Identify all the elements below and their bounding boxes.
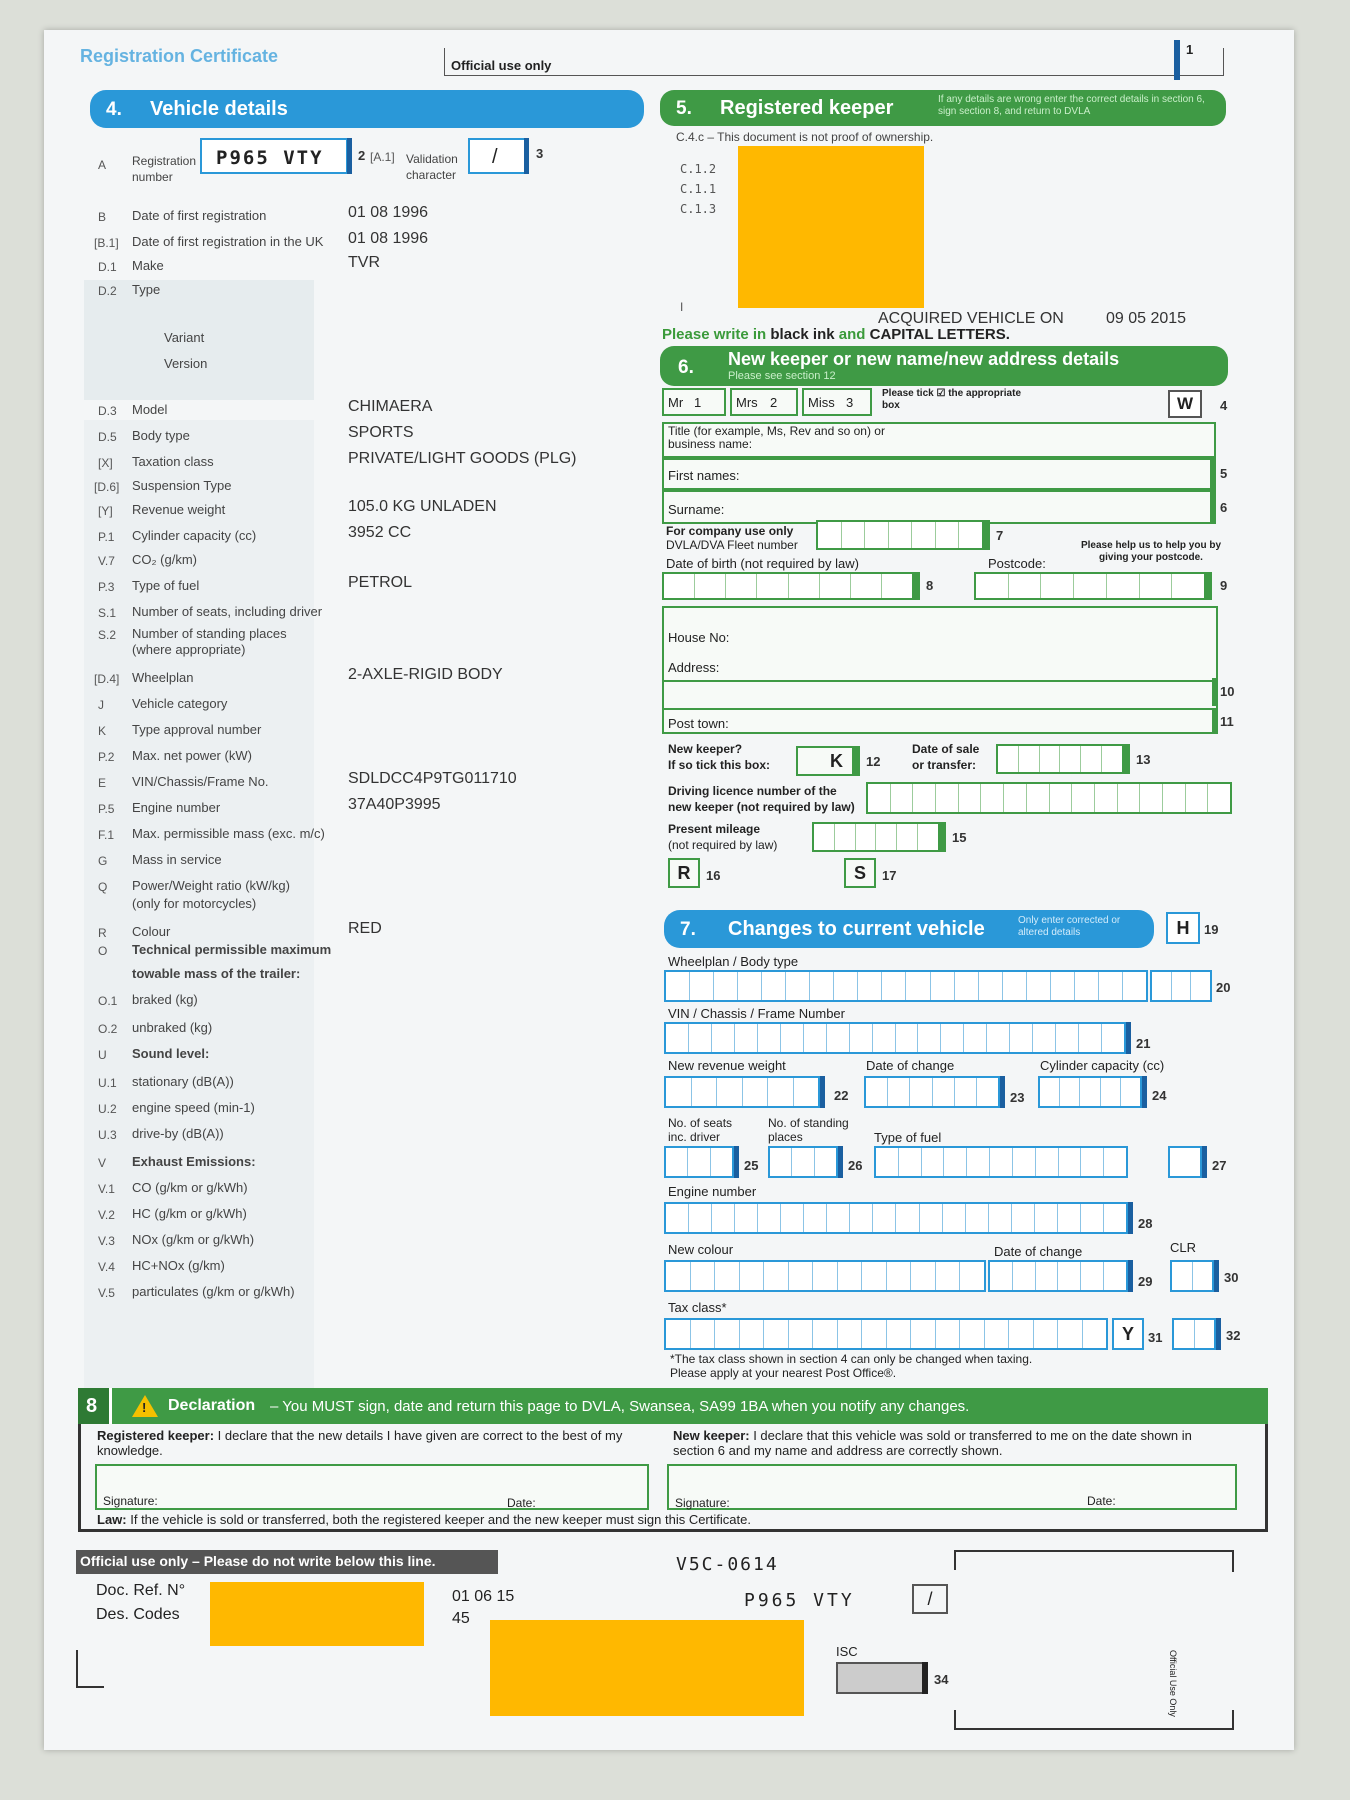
vehicle-detail-label: VIN/Chassis/Frame No. (132, 774, 269, 789)
vehicle-detail-label: Colour (132, 924, 171, 939)
des-codes-label: Des. Codes (96, 1606, 180, 1623)
sale-label-1: Date of sale (912, 742, 980, 756)
new-keeper-checkbox[interactable]: K (796, 746, 854, 776)
section-5-number: 5. (676, 98, 692, 119)
mileage-label-1: Present mileage (668, 822, 761, 836)
first-names-label: First names: (668, 468, 740, 483)
vehicle-detail-code: P.5 (98, 802, 115, 816)
vehicle-detail-value: 105.0 KG UNLADEN (348, 498, 497, 515)
section-6-number: 6. (678, 357, 694, 378)
redacted-barcode (490, 1620, 804, 1716)
vehicle-detail-label: unbraked (kg) (132, 1020, 213, 1035)
new-keeper-label-2: If so tick this box: (668, 758, 771, 772)
rk-signature-label: Signature: (103, 1494, 158, 1508)
stub-24 (1142, 1076, 1147, 1108)
field-9: 9 (1220, 578, 1228, 593)
vehicle-detail-label: towable mass of the trailer: (132, 966, 301, 981)
vehicle-detail-code: S.2 (98, 628, 117, 642)
redacted-doc-ref (210, 1582, 424, 1646)
standing-label-1: No. of standing (768, 1116, 849, 1130)
doc-ref-label: Doc. Ref. N° (96, 1582, 186, 1599)
field-30: 30 (1224, 1270, 1239, 1285)
declaration-title: Declaration (168, 1397, 256, 1414)
stub-27 (1202, 1146, 1207, 1178)
vehicle-detail-value: 3952 CC (348, 524, 412, 541)
cyl-label: Cylinder capacity (cc) (1040, 1058, 1165, 1073)
vehicle-detail-label: CO (g/km or g/kWh) (132, 1180, 248, 1195)
address-block[interactable] (662, 606, 1218, 734)
tax-class-field[interactable] (664, 1318, 1108, 1350)
vehicle-detail-label: Engine number (132, 800, 221, 815)
section-4-number: 4. (106, 99, 122, 120)
vehicle-detail-label: Number of standing places (132, 626, 287, 641)
a1-code: [A.1] (370, 150, 395, 164)
postcode-help: Please help us to help you by giving your postcode. (1080, 540, 1222, 563)
vehicle-detail-code: V.2 (98, 1208, 115, 1222)
certificate-title: Registration Certificate (80, 46, 279, 66)
date-change-label: Date of change (866, 1058, 955, 1073)
law-note: Law: If the vehicle is sold or transferred, both the registered keeper and the new keeper must sign this Certificate. (97, 1512, 751, 1527)
vehicle-detail-code: K (98, 724, 107, 738)
field-7: 7 (996, 528, 1004, 543)
standing-field[interactable] (768, 1146, 838, 1178)
field-16: 16 (706, 868, 721, 883)
date-change-field[interactable] (864, 1076, 1000, 1108)
vehicle-detail-code: V (98, 1156, 107, 1170)
vehicle-detail-value: 37A40P3995 (348, 796, 441, 813)
mileage-field[interactable] (812, 822, 940, 852)
stub-23 (1000, 1076, 1005, 1108)
vehicle-detail-label: (only for motorcycles) (132, 896, 257, 911)
field-17: 17 (882, 868, 897, 883)
vehicle-detail-label: HC+NOx (g/km) (132, 1258, 225, 1273)
field-12: 12 (866, 754, 881, 769)
field-13: 13 (1136, 752, 1151, 767)
field-4: 4 (1220, 398, 1228, 413)
official-corner-frame (954, 1550, 1234, 1730)
vehicle-detail-code: V.7 (98, 554, 115, 568)
vehicle-detail-value: TVR (348, 254, 380, 271)
nk-date-label: Date: (1087, 1494, 1116, 1508)
vehicle-detail-label: Exhaust Emissions: (132, 1154, 256, 1169)
section-7-header (664, 910, 1154, 948)
field-25: 25 (744, 1158, 759, 1173)
field-10: 10 (1220, 684, 1235, 699)
field-27: 27 (1212, 1158, 1227, 1173)
official-use-label: Official use only (451, 58, 552, 73)
vehicle-detail-label: drive-by (dB(A)) (132, 1126, 224, 1141)
vehicle-detail-code: D.2 (98, 284, 117, 298)
vin-field[interactable] (664, 1022, 1126, 1054)
stub-8 (914, 572, 920, 600)
vehicle-detail-label: engine speed (min-1) (132, 1100, 255, 1115)
new-keeper-signature-box[interactable] (667, 1464, 1237, 1510)
reg-label-1: Registration (132, 154, 197, 168)
vehicle-detail-code: O.2 (98, 1022, 118, 1036)
business-name-label: Title (for example, Ms, Rev and so on) or business name: (668, 424, 885, 451)
vehicle-detail-label: Make (132, 258, 164, 273)
title-mr-checkbox[interactable]: Mr 1 (662, 388, 726, 416)
vehicle-detail-value: SDLDCC4P9TG011710 (348, 770, 517, 787)
vehicle-detail-label: Vehicle category (132, 696, 228, 711)
corner-mark-br (1232, 1710, 1234, 1730)
licence-label-2: new keeper (not required by law) (668, 800, 855, 814)
field-19: 19 (1204, 922, 1219, 937)
vehicle-detail-label: Body type (132, 428, 190, 443)
section-4-title: Vehicle details (150, 98, 288, 120)
tax-code-field[interactable] (1172, 1318, 1216, 1350)
redacted-keeper-address (738, 146, 924, 308)
s-box: S (844, 858, 876, 888)
footer-validation-box: / (912, 1584, 948, 1614)
tax-label: Tax class* (668, 1300, 727, 1315)
vehicle-detail-label: Number of seats, including driver (132, 604, 323, 619)
field-23: 23 (1010, 1090, 1025, 1105)
section-7-title: Changes to current vehicle (728, 918, 985, 940)
vehicle-detail-label: Date of first registration in the UK (132, 234, 324, 249)
vehicle-detail-value: SPORTS (348, 424, 414, 441)
seats-label-2: inc. driver (668, 1130, 721, 1144)
postcode-label: Postcode: (988, 556, 1046, 571)
vehicle-detail-code: V.4 (98, 1260, 115, 1274)
form-code: V5C-0614 (676, 1554, 779, 1575)
vehicle-detail-code: O (98, 944, 108, 958)
vehicle-detail-code: J (98, 698, 104, 712)
stub-6 (1210, 490, 1216, 524)
vehicle-detail-label: particulates (g/km or g/kWh) (132, 1284, 295, 1299)
section-6-title: New keeper or new name/new address details (728, 349, 1120, 369)
registered-keeper-declaration: Registered keeper: I declare that the new details I have given are correct to the best of my knowledge. (97, 1428, 623, 1458)
field-29: 29 (1138, 1274, 1153, 1289)
vehicle-detail-label: Sound level: (132, 1046, 210, 1061)
field-20: 20 (1216, 980, 1231, 995)
section-8-number: 8 (86, 1395, 98, 1417)
vehicle-detail-label: Cylinder capacity (cc) (132, 528, 257, 543)
vehicle-detail-label: Type of fuel (132, 578, 200, 593)
vehicle-detail-label: Revenue weight (132, 502, 226, 517)
vehicle-detail-code: P.3 (98, 580, 115, 594)
vehicle-detail-label: Suspension Type (132, 478, 232, 493)
company-use-label: For company use only (666, 524, 794, 538)
vehicle-detail-label: NOx (g/km or g/kWh) (132, 1232, 255, 1247)
section-5-title: Registered keeper (720, 97, 894, 119)
validation-stub (524, 138, 529, 174)
corner-mark-tr (1232, 1550, 1234, 1572)
corner-mark-left (76, 1650, 78, 1688)
code-45: 45 (452, 1610, 470, 1627)
vehicle-detail-code: F.1 (98, 828, 115, 842)
vehicle-detail-label: Type approval number (132, 722, 262, 737)
registered-keeper-signature-box[interactable] (95, 1464, 649, 1510)
sale-label-2: or transfer: (912, 758, 977, 772)
section-7-note: Only enter corrected or altered details (1018, 915, 1121, 938)
validation-character: / (492, 146, 498, 168)
field-22: 22 (834, 1088, 849, 1103)
vehicle-detail-code: R (98, 926, 107, 940)
stub-5 (1210, 458, 1216, 490)
vehicle-detail-code: D.1 (98, 260, 117, 274)
official-use-top-box (444, 48, 1224, 76)
vehicle-detail-code: U.2 (98, 1102, 117, 1116)
isc-field[interactable] (836, 1662, 924, 1694)
declaration-panel (78, 1424, 1268, 1532)
vehicle-detail-code: U.1 (98, 1076, 117, 1090)
standing-label-2: places (768, 1130, 803, 1144)
vehicle-detail-code: P.2 (98, 750, 115, 764)
address-divider-2 (664, 708, 1216, 710)
vehicle-detail-label: Type (132, 282, 161, 297)
field-5: 5 (1220, 466, 1228, 481)
vehicle-detail-label: braked (kg) (132, 992, 198, 1007)
field-8: 8 (926, 578, 934, 593)
header-bar (1174, 40, 1180, 80)
vehicle-detail-code: V.1 (98, 1182, 115, 1196)
vehicle-detail-code: B (98, 210, 107, 224)
colour-date-field[interactable] (988, 1260, 1128, 1292)
seats-label-1: No. of seats (668, 1116, 733, 1130)
field-2: 2 (358, 148, 366, 163)
y-box: Y (1112, 1318, 1144, 1350)
declaration-instruction: – You MUST sign, date and return this page to DVLA, Swansea, SA99 1BA when you notify any changes. (270, 1398, 970, 1415)
revenue-label: New revenue weight (668, 1058, 786, 1073)
reg-stub (347, 138, 352, 174)
i-code: I (680, 300, 684, 314)
vehicle-detail-label: Max. net power (kW) (132, 748, 252, 763)
surname-field[interactable] (662, 490, 1216, 524)
field-3: 3 (536, 146, 544, 161)
clr-label: CLR (1170, 1240, 1197, 1255)
issue-date-code: 01 06 15 (452, 1588, 515, 1605)
vehicle-detail-code: D.5 (98, 430, 117, 444)
first-names-field[interactable] (662, 458, 1216, 490)
tick-note: Please tick ☑ the appropriate box (882, 388, 1022, 411)
vehicle-detail-label: Technical permissible maximum (132, 942, 332, 957)
field-28: 28 (1138, 1216, 1153, 1231)
vehicle-detail-code: S.1 (98, 606, 117, 620)
new-keeper-declaration: New keeper: I declare that this vehicle was sold or transferred to me on the date shown in section 6 and my name and address are correctly shown. (673, 1428, 1192, 1458)
field-32: 32 (1226, 1328, 1241, 1343)
mileage-label-2: (not required by law) (668, 838, 778, 852)
acquired-date: 09 05 2015 (1106, 310, 1187, 327)
body-type-field[interactable] (1150, 970, 1212, 1002)
page-number: 1 (1186, 42, 1194, 57)
vehicle-detail-code: V.3 (98, 1234, 115, 1248)
w-box: W (1168, 390, 1202, 418)
nk-signature-label: Signature: (675, 1496, 730, 1510)
vehicle-detail-label: Model (132, 402, 168, 417)
official-use-side-text: Official Use Only (1168, 1650, 1178, 1717)
validation-label-1: Validation (406, 152, 458, 166)
section-6-header (660, 346, 1228, 386)
post-town-label: Post town: (668, 716, 729, 731)
vehicle-detail-code: [B.1] (94, 236, 119, 250)
stub-32 (1216, 1318, 1221, 1350)
stub-30 (1214, 1260, 1219, 1292)
vehicle-detail-label: Mass in service (132, 852, 222, 867)
rk-date-label: Date: (507, 1496, 536, 1510)
h-box: H (1166, 912, 1200, 944)
stub-15 (940, 822, 946, 852)
postcode-field[interactable] (974, 572, 1206, 600)
vehicle-detail-code: [D.4] (94, 672, 120, 686)
wheelplan-label: Wheelplan / Body type (668, 954, 799, 969)
c12-code: C.1.2 (680, 162, 717, 176)
section-7-number: 7. (680, 919, 696, 940)
fuel-label: Type of fuel (874, 1130, 942, 1145)
v5c-document-page (44, 30, 1294, 1750)
stub-22 (820, 1076, 825, 1108)
colour-label: New colour (668, 1242, 734, 1257)
field-34: 34 (934, 1672, 949, 1687)
section-4-header (90, 90, 644, 128)
vehicle-detail-value: RED (348, 920, 382, 937)
stub-26 (838, 1146, 843, 1178)
r-box: R (668, 858, 700, 888)
field-15: 15 (952, 830, 967, 845)
licence-label-1: Driving licence number of the (668, 784, 837, 798)
vehicle-detail-label: (where appropriate) (132, 642, 246, 657)
stub-29 (1128, 1260, 1133, 1292)
tax-note-1: *The tax class shown in section 4 can only be changed when taxing. (670, 1352, 1033, 1366)
field-6: 6 (1220, 500, 1228, 515)
driving-licence-field[interactable] (866, 782, 1232, 814)
clr-field[interactable] (1170, 1260, 1214, 1292)
section-8-number-cell (78, 1388, 112, 1424)
stub-25 (734, 1146, 739, 1178)
section-5-note: If any details are wrong enter the correct details in section 6, sign section 8, and return to DVLA (938, 94, 1205, 117)
vehicle-detail-value: PETROL (348, 574, 413, 591)
vehicle-detail-value: PRIVATE/LIGHT GOODS (PLG) (348, 450, 577, 467)
vehicle-detail-code: P.1 (98, 530, 115, 544)
validation-box (468, 138, 526, 174)
vehicle-detail-label: Max. permissible mass (exc. m/c) (132, 826, 325, 841)
footer-registration: P965 VTY (744, 1590, 855, 1611)
field-21: 21 (1136, 1036, 1151, 1051)
stub-9 (1206, 572, 1212, 600)
field-24: 24 (1152, 1088, 1167, 1103)
isc-label: ISC (836, 1644, 858, 1659)
title-mrs-checkbox[interactable]: Mrs 2 (730, 388, 798, 416)
section-6-subtitle: Please see section 12 (728, 370, 836, 382)
vehicle-detail-label: HC (g/km or g/kWh) (132, 1206, 247, 1221)
field-11: 11 (1220, 714, 1234, 729)
warning-icon-mark: ! (142, 1400, 147, 1415)
stub-7 (984, 520, 990, 550)
vehicle-detail-code: E (98, 776, 107, 790)
field-26: 26 (848, 1158, 863, 1173)
vehicle-detail-value: 01 08 1996 (348, 204, 429, 221)
fuel-code-field[interactable] (1168, 1146, 1202, 1178)
not-proof-of-ownership: C.4.c – This document is not proof of ownership. (676, 130, 934, 144)
date-of-sale-field[interactable] (996, 744, 1124, 774)
colour-field[interactable] (664, 1260, 986, 1292)
acquired-vehicle-label: ACQUIRED VEHICLE ON (878, 310, 1064, 327)
corner-mark-bl (954, 1710, 956, 1730)
vehicle-detail-code: G (98, 854, 108, 868)
fuel-field[interactable] (874, 1146, 1128, 1178)
cyl-field[interactable] (1038, 1076, 1142, 1108)
registration-number: P965 VTY (216, 147, 324, 169)
validation-label-2: character (406, 168, 457, 182)
vehicle-detail-label: Taxation class (132, 454, 214, 469)
official-use-banner: Official use only – Please do not write below this line. (76, 1550, 498, 1574)
title-miss-checkbox[interactable]: Miss 3 (802, 388, 872, 416)
wheelplan-field[interactable] (664, 970, 1148, 1002)
vin-label: VIN / Chassis / Frame Number (668, 1006, 845, 1021)
dob-label: Date of birth (not required by law) (666, 556, 859, 571)
write-note: Please write in black ink and CAPITAL LETTERS. (662, 326, 1010, 343)
dob-field[interactable] (662, 572, 914, 600)
vehicle-detail-code: Q (98, 880, 108, 894)
vehicle-detail-code: [D.6] (94, 480, 120, 494)
field-31: 31 (1148, 1330, 1163, 1345)
address-divider-1 (664, 680, 1216, 682)
stub-10 (1212, 678, 1218, 706)
seats-field[interactable] (664, 1146, 734, 1178)
vehicle-detail-code: V.5 (98, 1286, 115, 1300)
vehicle-detail-value: 2-AXLE-RIGID BODY (348, 666, 503, 683)
vehicle-detail-label: Date of first registration (132, 208, 267, 223)
vehicle-detail-value: CHIMAERA (348, 398, 433, 415)
engine-field[interactable] (664, 1202, 1128, 1234)
stub-21 (1126, 1022, 1131, 1054)
vehicle-detail-label: Version (164, 356, 208, 371)
stub-28 (1128, 1202, 1133, 1234)
isc-stub (922, 1662, 928, 1694)
vehicle-detail-code: D.3 (98, 404, 117, 418)
section-8-header (78, 1388, 1268, 1424)
vehicle-detail-value: 01 08 1996 (348, 230, 429, 247)
stub-12 (854, 746, 860, 776)
vehicle-detail-label: stationary (dB(A)) (132, 1074, 234, 1089)
c11-code: C.1.1 (680, 182, 717, 196)
stub-11 (1212, 708, 1218, 734)
vehicle-detail-code: U.3 (98, 1128, 117, 1142)
reg-code: A (98, 158, 107, 172)
fleet-number-label: DVLA/DVA Fleet number (666, 538, 798, 552)
stub-13 (1124, 744, 1130, 774)
address-label: Address: (668, 660, 720, 675)
corner-mark-tl (954, 1550, 956, 1570)
vehicle-detail-label: Power/Weight ratio (kW/kg) (132, 878, 290, 893)
reg-label-2: number (132, 170, 173, 184)
new-keeper-label-1: New keeper? (668, 742, 743, 756)
business-name-field[interactable] (662, 422, 1216, 458)
surname-label: Surname: (668, 502, 725, 517)
fleet-number-field[interactable] (816, 520, 984, 550)
vehicle-detail-label: Wheelplan (132, 670, 194, 685)
corner-mark-left-foot (76, 1686, 104, 1688)
vehicle-detail-code: [X] (98, 456, 113, 470)
house-no-label: House No: (668, 630, 730, 645)
date-change2-label: Date of change (994, 1244, 1083, 1259)
engine-label: Engine number (668, 1184, 757, 1199)
revenue-field[interactable] (664, 1076, 820, 1108)
section-5-header (660, 90, 1226, 126)
tax-note-2: Please apply at your nearest Post Office®. (670, 1366, 897, 1380)
vehicle-detail-label: Variant (164, 330, 205, 345)
vehicle-detail-label: CO₂ (g/km) (132, 552, 197, 567)
vehicle-detail-code: [Y] (98, 504, 113, 518)
vehicle-detail-code: U (98, 1048, 107, 1062)
registration-box (200, 138, 348, 174)
c13-code: C.1.3 (680, 202, 717, 216)
vehicle-detail-code: O.1 (98, 994, 118, 1008)
